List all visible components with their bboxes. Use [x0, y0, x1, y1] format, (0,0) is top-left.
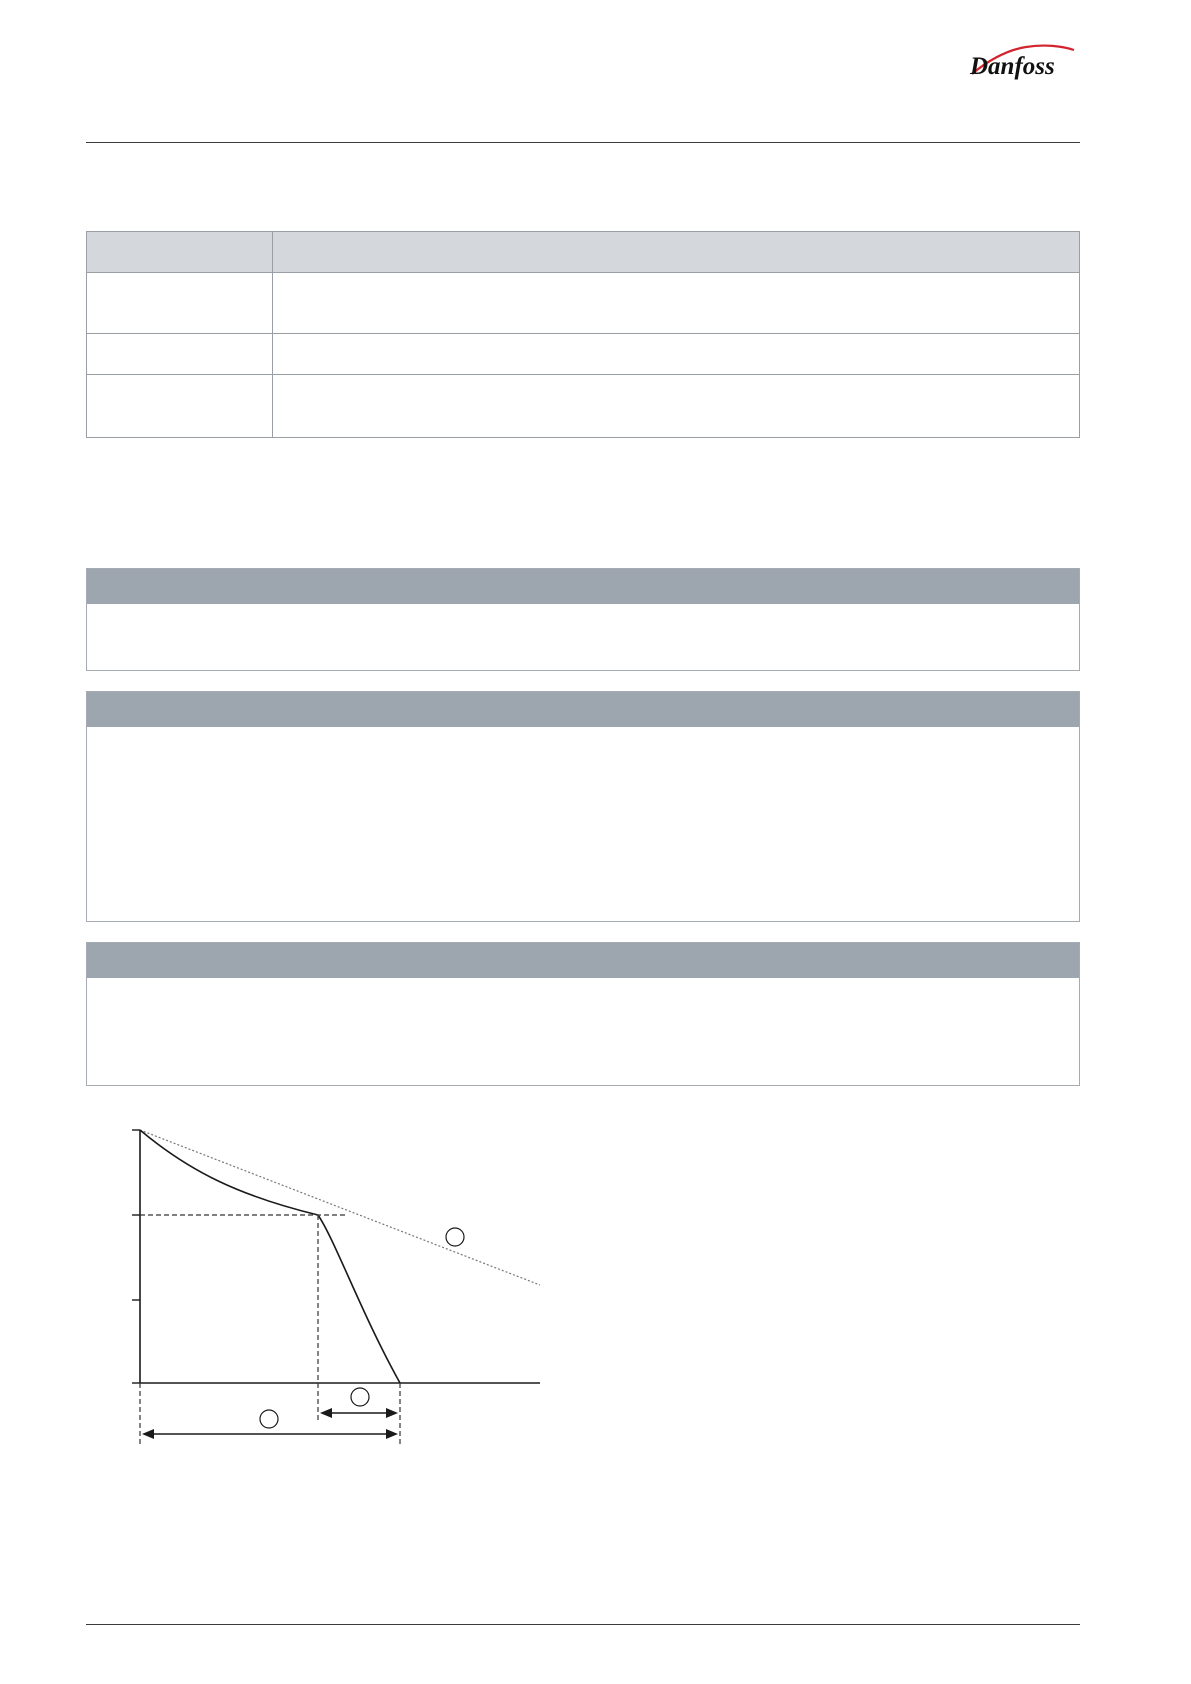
arrow-head-left	[142, 1429, 154, 1439]
header-cell-1	[87, 232, 273, 273]
notice-title	[87, 569, 1079, 604]
ramp-down-curve	[318, 1215, 400, 1383]
svg-text:Danfoss: Danfoss	[970, 53, 1055, 80]
table-cell	[87, 273, 273, 334]
table-row	[87, 334, 1080, 375]
table-row	[87, 273, 1080, 334]
table-cell	[87, 375, 273, 438]
header-rule	[86, 142, 1080, 143]
footer-rule	[86, 1624, 1080, 1625]
notice-body	[87, 604, 1079, 624]
callout-1	[446, 1228, 464, 1246]
speed-curve	[140, 1130, 318, 1215]
table-cell	[273, 375, 1080, 438]
notice-title	[87, 692, 1079, 727]
natural-decay-line	[140, 1130, 540, 1285]
arrow-head-right	[386, 1408, 398, 1418]
table-cell	[273, 273, 1080, 334]
notice-body	[87, 978, 1079, 998]
table-row	[87, 375, 1080, 438]
callout-3	[260, 1410, 278, 1428]
table-header-row	[87, 232, 1080, 273]
deceleration-figure	[120, 1110, 550, 1450]
table-cell	[87, 334, 273, 375]
arrow-head-left	[320, 1408, 332, 1418]
arrow-head-right	[386, 1429, 398, 1439]
parameter-table	[86, 231, 1080, 438]
header-cell-2	[273, 232, 1080, 273]
table-cell	[273, 334, 1080, 375]
callout-2	[351, 1388, 369, 1406]
notice-box-3	[86, 942, 1080, 1086]
danfoss-logo	[966, 40, 1080, 84]
notice-title	[87, 943, 1079, 978]
notice-body	[87, 727, 1079, 747]
notice-box-1	[86, 568, 1080, 671]
notice-box-2	[86, 691, 1080, 922]
